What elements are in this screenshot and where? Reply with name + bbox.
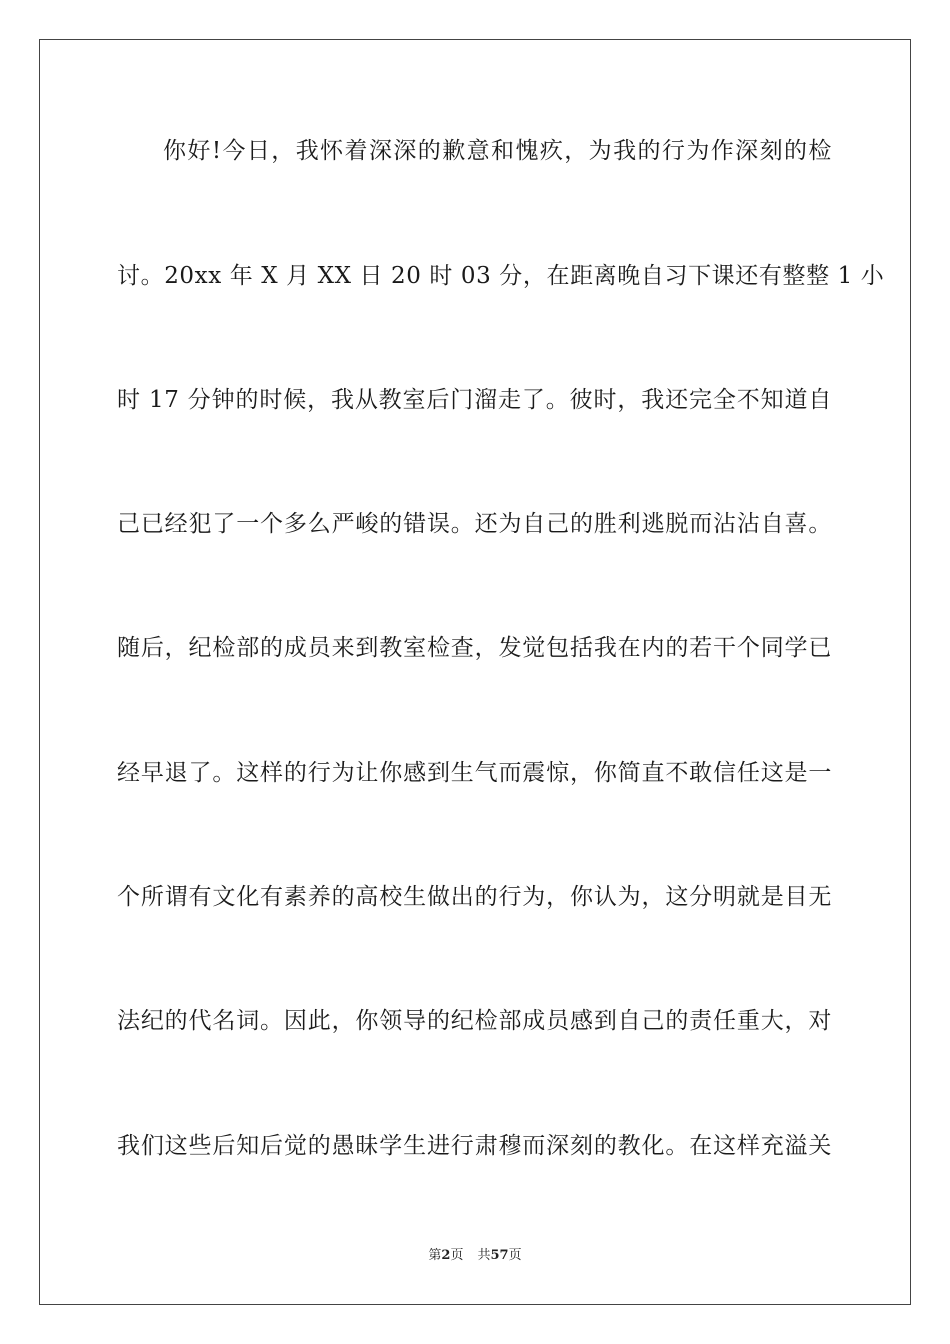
page-label-prefix: 第	[428, 1248, 442, 1263]
paragraph-line-5: 随后，纪检部的成员来到教室检查，发觉包括我在内的若干个同学已	[117, 635, 832, 661]
paragraph-line-8: 法纪的代名词。因此，你领导的纪检部成员感到自己的责任重大，对	[117, 1008, 832, 1034]
paragraph-line-2: 讨。20xx 年 X 月 XX 日 20 时 03 分，在距离晚自习下课还有整整 1 小	[117, 263, 885, 289]
page-number: 2	[441, 1248, 451, 1263]
paragraph-line-1: 你好!今日，我怀着深深的歉意和愧疚，为我的行为作深刻的检	[163, 138, 832, 164]
page-footer	[0, 1248, 950, 1264]
paragraph-line-9: 我们这些后知后觉的愚昧学生进行肃穆而深刻的教化。在这样充溢关	[117, 1133, 832, 1159]
page-border	[39, 39, 911, 1305]
total-label-prefix: 共	[477, 1248, 491, 1263]
paragraph-line-3: 时 17 分钟的时候，我从教室后门溜走了。彼时，我还完全不知道自	[117, 387, 832, 413]
paragraph-line-7: 个所谓有文化有素养的高校生做出的行为，你认为，这分明就是目无	[117, 884, 832, 910]
total-pages: 57	[490, 1248, 509, 1263]
paragraph-line-4: 己已经犯了一个多么严峻的错误。还为自己的胜利逃脱而沾沾自喜。	[117, 511, 832, 537]
paragraph-line-6: 经早退了。这样的行为让你感到生气而震惊，你简直不敢信任这是一	[117, 760, 832, 786]
total-label-suffix: 页	[508, 1248, 522, 1263]
page-label-suffix: 页	[450, 1248, 464, 1263]
